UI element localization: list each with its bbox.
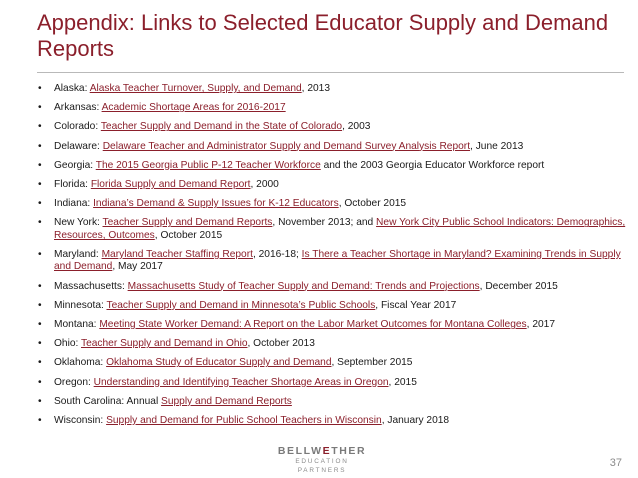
item-text: , October 2015 [154,229,223,241]
logo-wordmark-part: BELLW [277,445,323,457]
bullet-icon: • [38,198,42,210]
item-text: Delaware: [54,140,103,152]
bullet-icon: • [38,395,42,407]
item-text: , 2000 [250,179,279,191]
item-text: , November 2013; and [272,217,377,229]
list-item [37,102,627,114]
list-item [37,121,627,133]
logo-wordmark-part: THER [331,445,367,457]
report-link[interactable]: Teacher Supply and Demand Reports [102,217,273,229]
report-link[interactable]: Teacher Supply and Demand in Minnesota’s Public Schools [106,299,376,311]
list-item [37,357,627,369]
item-text: Indiana: [54,198,94,210]
bullet-icon: • [38,338,42,350]
bullet-icon: • [38,299,42,311]
bullet-icon: • [38,280,42,292]
title-divider [37,72,624,73]
bullet-icon: • [38,357,42,369]
bullet-icon: • [38,415,42,427]
item-text: , 2003 [342,121,371,133]
bullet-icon: • [38,249,42,261]
bullet-icon: • [38,319,42,331]
list-item [37,281,627,293]
report-link-list [37,83,627,434]
list-item [37,179,627,191]
report-link[interactable]: Supply and Demand Reports [161,395,292,407]
list-item [37,160,627,172]
item-text: and the 2003 Georgia Educator Workforce report [320,159,545,171]
report-link[interactable]: Supply and Demand for Public School Teachers in Wisconsin [106,415,382,427]
item-text: , October 2013 [247,338,315,350]
report-link[interactable]: Teacher Supply and Demand in the State of Colorado [100,121,343,133]
logo-wordmark [272,445,372,457]
item-text: Colorado: [54,121,101,133]
item-text: , 2013 [301,83,330,94]
item-text: , 2015 [388,376,417,388]
list-item [37,83,627,95]
item-text: , September 2015 [331,357,413,369]
report-link[interactable]: Understanding and Identifying Teacher Shortage Areas in Oregon [93,376,389,388]
logo-wordmark-accent: E [322,445,332,457]
list-item [37,415,627,427]
list-item [37,300,627,312]
list-item [37,396,627,408]
item-text: Alaska: [54,83,90,94]
slide-title: Appendix: Links to Selected Educator Supply and Demand Reports [37,10,609,61]
bullet-icon: • [38,140,42,152]
item-text: , Fiscal Year 2017 [375,299,457,311]
report-link[interactable]: The 2015 Georgia Public P-12 Teacher Workforce [95,159,321,171]
report-link[interactable]: New York City Public School Indicators: Demographics, Resources, Outcomes [54,217,626,241]
list-item [37,319,627,331]
report-link[interactable]: Massachusetts Study of Teacher Supply and Demand: Trends and Projections [127,280,480,292]
item-text: New York: [54,217,103,229]
item-text: , January 2018 [381,415,450,427]
item-text: Arkansas: [54,102,102,114]
bullet-icon: • [38,159,42,171]
list-item [37,217,627,242]
item-text: Minnesota: [54,299,107,311]
bullet-icon: • [38,179,42,191]
bellwether-logo [272,445,372,474]
bullet-icon: • [38,121,42,133]
item-text: Montana: [54,319,100,331]
bullet-icon: • [38,217,42,229]
report-link[interactable]: Delaware Teacher and Administrator Supply and Demand Survey Analysis Report [102,140,471,152]
item-text: Florida: [54,179,91,191]
report-link[interactable]: Academic Shortage Areas for 2016-2017 [101,102,286,114]
item-text: , December 2015 [479,280,558,292]
item-text: Ohio: [54,338,81,350]
item-text: , October 2015 [338,198,407,210]
report-link[interactable]: Maryland Teacher Staffing Report [101,249,253,261]
bullet-icon: • [38,376,42,388]
report-link[interactable]: Is There a Teacher Shortage in Maryland? Examining Trends in Supply and Demand [54,249,621,273]
item-text: , 2017 [526,319,555,331]
list-item [37,338,627,350]
page-number: 37 [609,457,622,469]
report-link[interactable]: Oklahoma Study of Educator Supply and Demand [106,357,332,369]
list-item [37,141,627,153]
item-text: Oregon: [54,376,94,388]
item-text: Oklahoma: [54,357,107,369]
bullet-icon: • [38,102,42,114]
report-link[interactable]: Teacher Supply and Demand in Ohio [81,338,248,350]
item-text: , June 2013 [470,140,524,152]
item-text: Wisconsin: [54,415,107,427]
item-text: South Carolina: Annual [54,395,162,407]
list-item [37,377,627,389]
bullet-icon: • [38,83,42,94]
logo-subtitle: EDUCATION PARTNERS [295,458,349,474]
report-link[interactable]: Indiana’s Demand & Supply Issues for K-12 Educators [93,198,339,210]
item-text: , 2016-18; [252,249,302,261]
report-link[interactable]: Alaska Teacher Turnover, Supply, and Demand [89,83,302,94]
list-item [37,249,627,274]
item-text: Massachusetts: [54,280,128,292]
list-item [37,198,627,210]
item-text: Maryland: [54,249,102,261]
item-text: , May 2017 [112,261,163,273]
report-link[interactable]: Meeting State Worker Demand: A Report on the Labor Market Outcomes for Montana Colleges [99,319,527,331]
item-text: Georgia: [54,159,96,171]
report-link[interactable]: Florida Supply and Demand Report [90,179,251,191]
